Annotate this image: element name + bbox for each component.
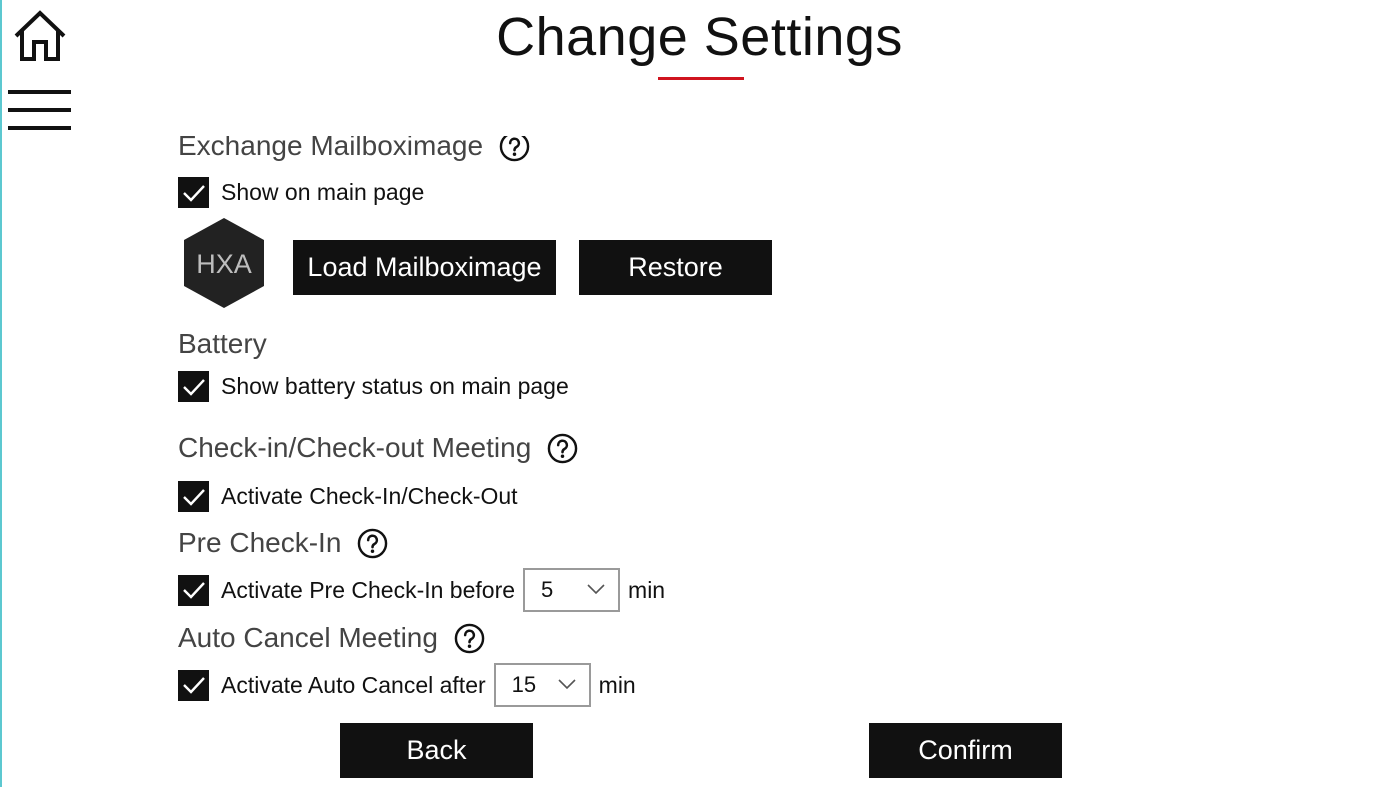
checkin-activate-label: Activate Check-In/Check-Out	[221, 483, 518, 509]
mailbox-show-row	[178, 177, 424, 208]
battery-show-row	[178, 371, 569, 402]
precheckin-activate-label: Activate Pre Check-In before	[221, 576, 516, 603]
checkin-activate-row	[178, 481, 518, 512]
checkmark-icon	[182, 377, 206, 397]
battery-show-checkbox[interactable]	[178, 371, 209, 402]
back-button[interactable]: Back	[340, 723, 533, 778]
hamburger-line	[8, 108, 71, 112]
restore-button[interactable]: Restore	[579, 240, 772, 295]
section-title-text: Exchange Mailboximage	[178, 136, 484, 161]
battery-show-label: Show battery status on main page	[221, 373, 569, 399]
help-icon[interactable]	[499, 136, 530, 162]
autocancel-activate-row	[178, 663, 636, 707]
svg-text:HXA: HXA	[196, 249, 252, 279]
section-title-precheckin	[178, 527, 388, 559]
title-accent-underline	[658, 77, 744, 80]
section-title-text: Check-in/Check-out Meeting	[178, 432, 532, 463]
precheckin-activate-checkbox[interactable]	[178, 575, 209, 606]
checkmark-icon	[182, 183, 206, 203]
checkmark-icon	[182, 487, 206, 507]
mailbox-show-label: Show on main page	[221, 179, 425, 205]
checkmark-icon	[182, 675, 206, 695]
chevron-down-icon	[557, 677, 577, 691]
autocancel-minutes-select[interactable]	[494, 663, 591, 707]
mailbox-show-checkbox[interactable]	[178, 177, 209, 208]
section-title-checkin	[178, 432, 578, 464]
checkin-activate-checkbox[interactable]	[178, 481, 209, 512]
precheckin-unit-label: min	[628, 576, 666, 603]
autocancel-minutes-value: 15	[511, 672, 537, 697]
section-title-text: Pre Check-In	[178, 527, 342, 558]
section-title-autocancel	[178, 622, 485, 654]
page-title: Change Settings	[496, 7, 903, 67]
precheckin-minutes-value: 5	[541, 577, 554, 602]
autocancel-activate-label: Activate Auto Cancel after	[221, 671, 486, 698]
help-icon[interactable]	[547, 433, 578, 464]
hamburger-line	[8, 126, 71, 130]
hamburger-menu-button[interactable]	[8, 88, 72, 136]
section-title-battery	[178, 328, 267, 360]
section-title-mailboximage	[178, 136, 530, 162]
confirm-button[interactable]: Confirm	[869, 723, 1062, 778]
precheckin-minutes-select[interactable]	[523, 568, 620, 612]
chevron-down-icon	[586, 582, 606, 596]
precheckin-activate-row	[178, 568, 665, 612]
help-icon[interactable]	[357, 528, 388, 559]
autocancel-activate-checkbox[interactable]	[178, 670, 209, 701]
autocancel-unit-label: min	[598, 671, 636, 698]
checkmark-icon	[182, 580, 206, 600]
help-icon[interactable]	[454, 623, 485, 654]
hamburger-menu-icon	[8, 90, 71, 94]
section-title-text: Auto Cancel Meeting	[178, 622, 438, 653]
mailbox-logo-image	[180, 216, 268, 310]
load-mailboximage-button[interactable]: Load Mailboximage	[293, 240, 556, 295]
section-title-text: Battery	[178, 328, 267, 359]
settings-scroll-area[interactable]	[0, 136, 1399, 710]
